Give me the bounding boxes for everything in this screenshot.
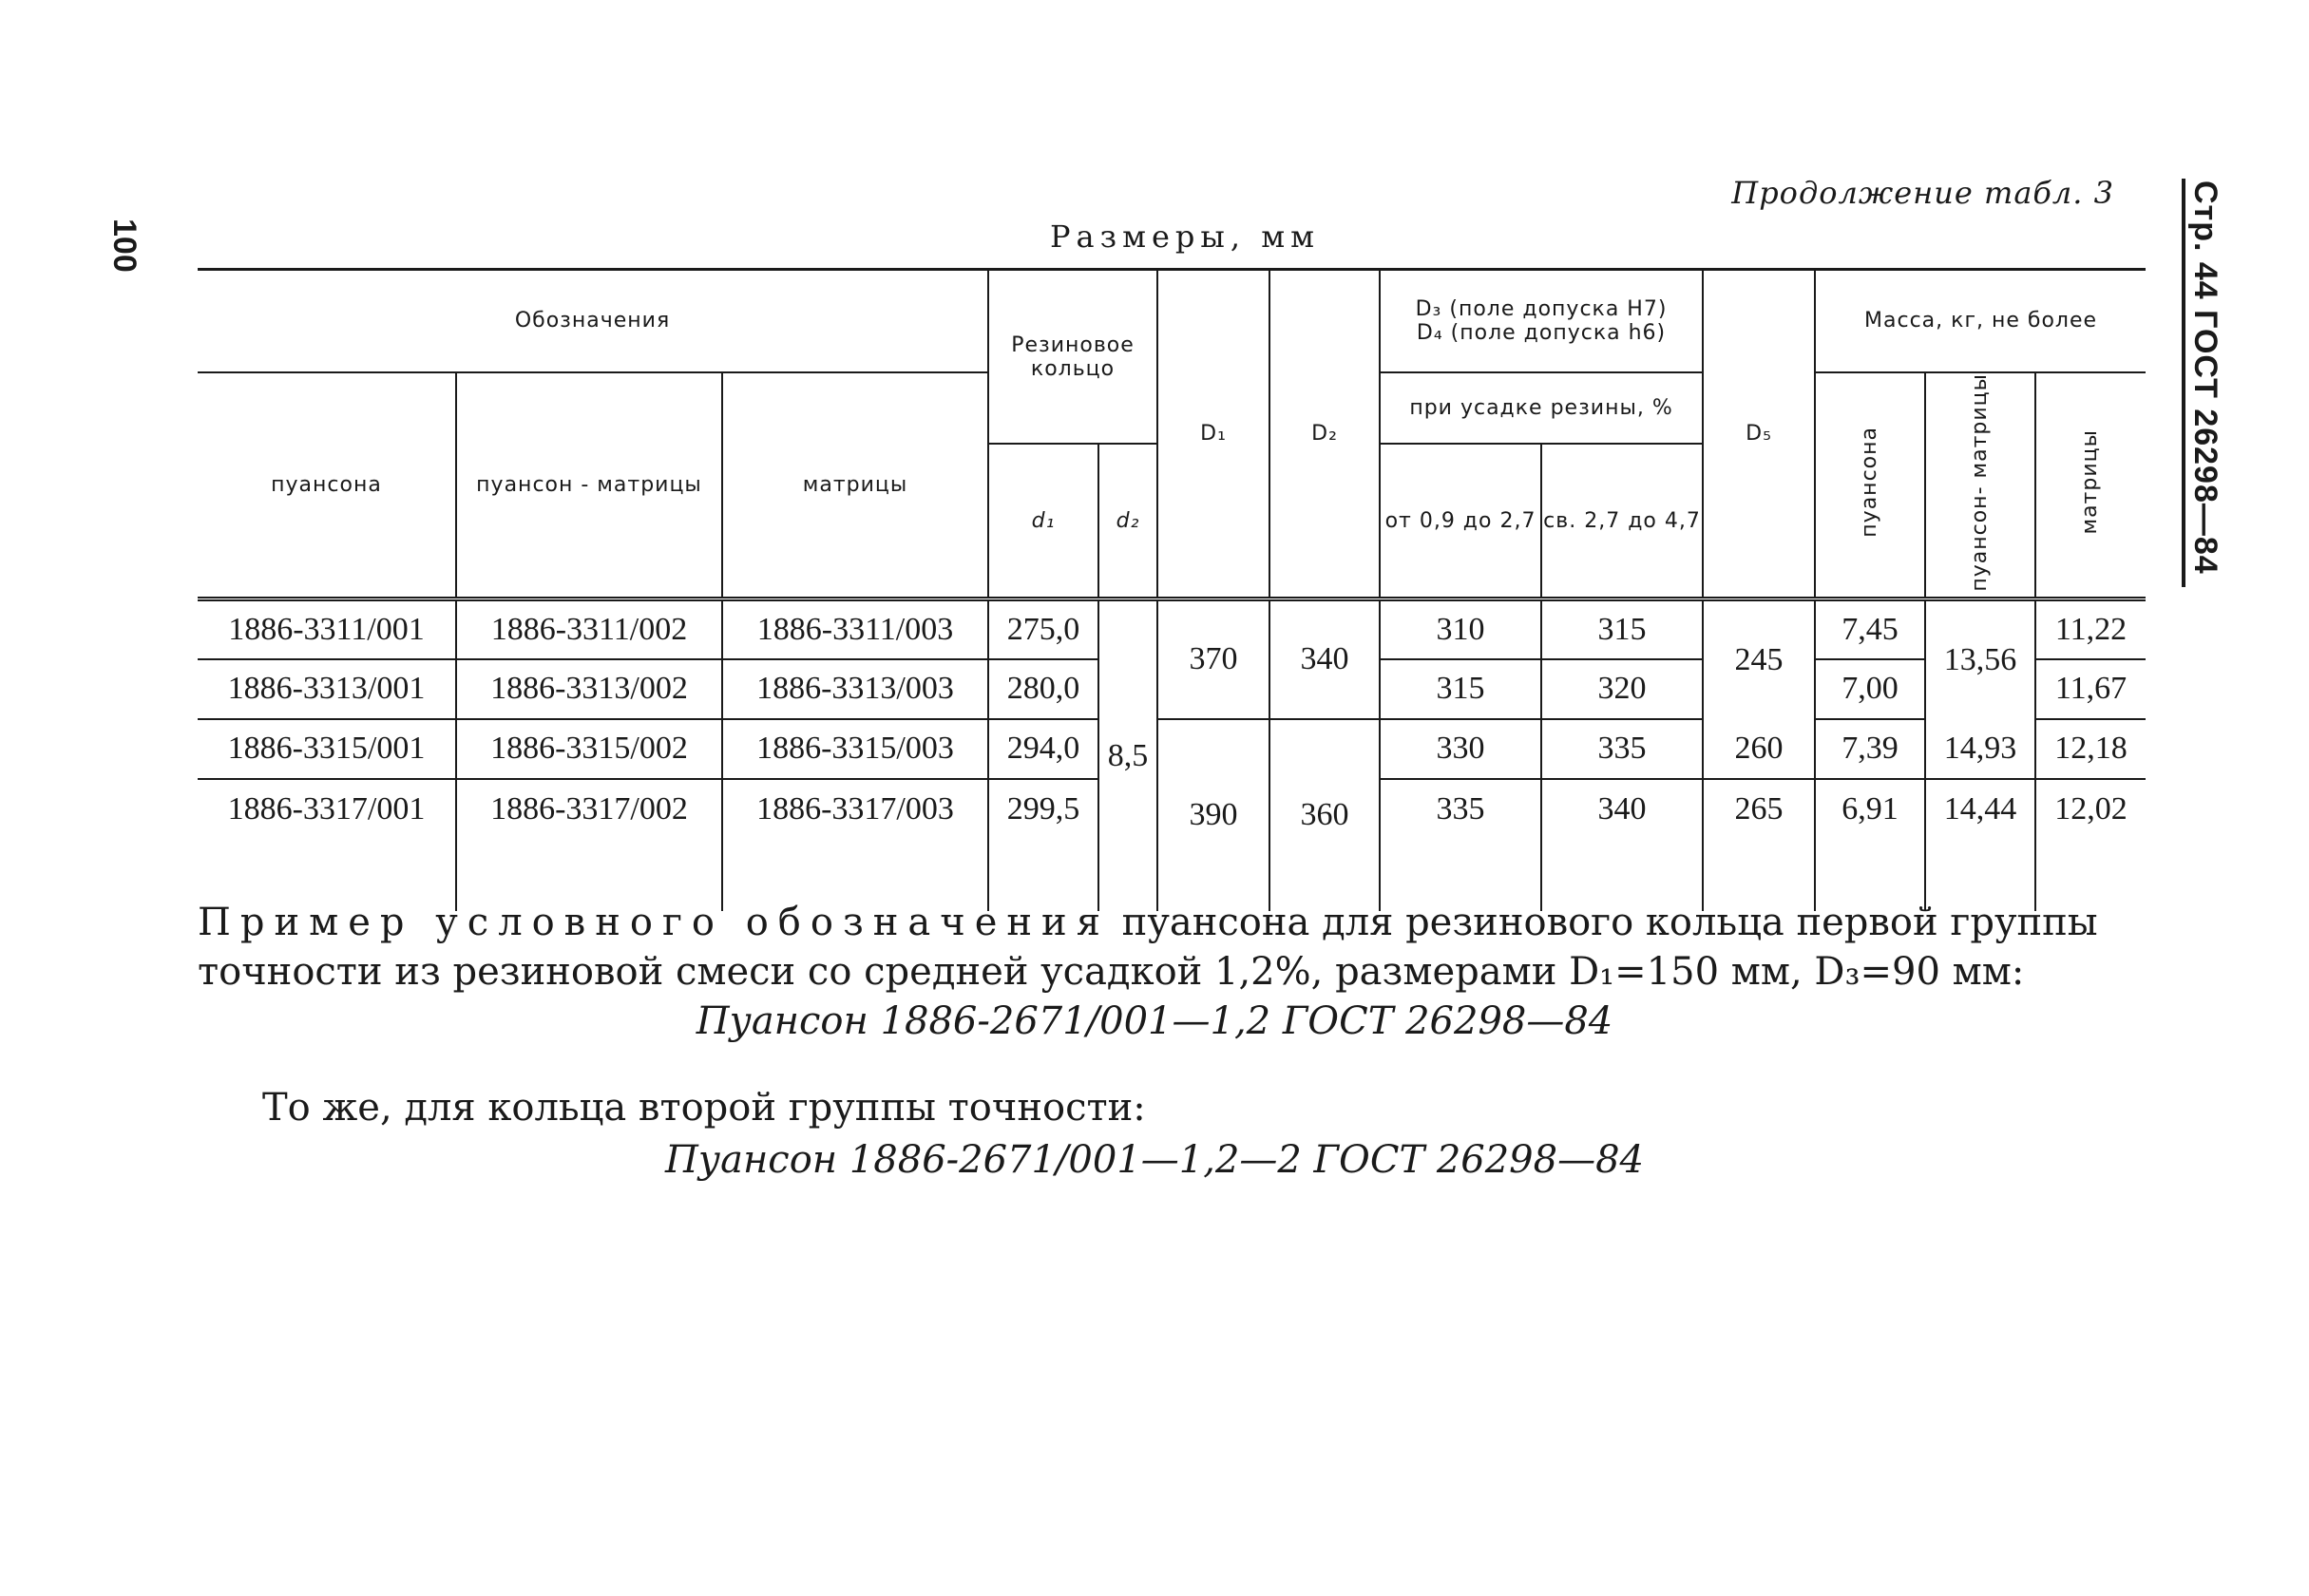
header-shrink-b: св. 2,7 до 4,7 — [1541, 444, 1703, 598]
cell-D3-a: 330 — [1380, 719, 1541, 779]
cell-punch: 1886-3317/001 — [227, 790, 426, 826]
example-text: пуансона для резинового кольца первой группы точности из резиновой смеси со средней усадкой 1,2%, размерами D₁=150 мм, D₃=90 мм: — [198, 901, 2098, 994]
cell-D5: 245 — [1703, 599, 1815, 719]
header-rubber-ring: Резиновое кольцо — [988, 270, 1157, 445]
table-caption: Размеры, мм — [1050, 218, 1320, 255]
cell-die: 1886-3313/003 — [722, 659, 988, 719]
header-D2: D₂ — [1269, 270, 1380, 599]
cell-D3-b: 315 — [1541, 599, 1703, 659]
cell-mass-die: 11,22 — [2035, 599, 2146, 659]
cell-D5: 265 — [1703, 779, 1815, 839]
header-D5: D₅ — [1703, 270, 1815, 599]
header-D3-D4 — [1380, 270, 1703, 372]
cell-D3-b: 340 — [1541, 779, 1703, 839]
cell-D3-a: 315 — [1380, 659, 1541, 719]
header-d2: d₂ — [1098, 444, 1157, 598]
header-shrinkage: при усадке резины, % — [1380, 372, 1703, 445]
cell-punch-die: 1886-3313/002 — [456, 659, 722, 719]
example-formula-2: Пуансон 1886-2671/001—1,2—2 ГОСТ 26298—84 — [665, 1138, 1644, 1182]
table-continuation-label: Продолжение табл. 3 — [1731, 175, 2114, 211]
header-mass-punch-die — [1925, 372, 2035, 599]
cell-D3-b: 320 — [1541, 659, 1703, 719]
example-paragraph-2: То же, для кольца второй группы точности: — [262, 1086, 1146, 1130]
example-formula-1: Пуансон 1886-2671/001—1,2 ГОСТ 26298—84 — [696, 999, 1613, 1043]
cell-die: 1886-3317/003 — [722, 779, 988, 839]
cell-mass-punch: 7,45 — [1815, 599, 1925, 659]
header-d1: d₁ — [988, 444, 1098, 598]
header-designations: Обозначения — [198, 270, 988, 372]
cell-D1: 390 — [1157, 719, 1269, 911]
cell-mass-punch-die: 14,93 — [1925, 719, 2035, 779]
cell-D2: 360 — [1269, 719, 1380, 911]
cell-d1: 299,5 — [988, 779, 1098, 839]
cell-D3-a: 310 — [1380, 599, 1541, 659]
dimensions-table — [198, 268, 2146, 911]
cell-d1: 294,0 — [988, 719, 1098, 779]
header-punch: пуансона — [198, 372, 456, 599]
cell-mass-punch: 7,00 — [1815, 659, 1925, 719]
cell-D1: 370 — [1157, 599, 1269, 719]
side-rule — [2182, 179, 2185, 587]
cell-d1: 280,0 — [988, 659, 1098, 719]
cell-punch-die: 1886-3311/002 — [456, 599, 722, 659]
cell-D3-a: 335 — [1380, 779, 1541, 839]
header-mass-punch — [1815, 372, 1925, 599]
header-mass-die — [2035, 372, 2146, 599]
example-lead: Пример условного обозначения — [198, 901, 1110, 944]
header-D4-line: D₄ (поле допуска h6) — [1416, 320, 1667, 345]
cell-mass-die: 11,67 — [2035, 659, 2146, 719]
cell-punch: 1886-3315/001 — [198, 719, 456, 779]
cell-d2: 8,5 — [1098, 599, 1157, 911]
cell-d1: 275,0 — [988, 599, 1098, 659]
cell-mass-punch-die: 14,44 — [1925, 779, 2035, 839]
header-mass-punch-label: пуансона — [1857, 426, 1881, 538]
header-mass: Масса, кг, не более — [1815, 270, 2146, 372]
side-header: Стр. 44 ГОСТ 26298—84 — [2187, 180, 2223, 575]
cell-punch-die: 1886-3315/002 — [456, 719, 722, 779]
cell-mass-punch: 7,39 — [1815, 719, 1925, 779]
example-paragraph — [198, 898, 2136, 997]
cell-die: 1886-3311/003 — [722, 599, 988, 659]
cell-mass-punch: 6,91 — [1815, 779, 1925, 839]
page-number: 100 — [106, 218, 143, 273]
header-shrink-a: от 0,9 до 2,7 — [1380, 444, 1541, 598]
cell-D5: 260 — [1703, 719, 1815, 779]
cell-mass-die: 12,02 — [2035, 779, 2146, 839]
cell-mass-die: 12,18 — [2035, 719, 2146, 779]
header-punch-die: пуансон - матрицы — [456, 372, 722, 599]
header-die: матрицы — [722, 372, 988, 599]
header-D3-line: D₃ (поле допуска H7) — [1415, 296, 1668, 321]
header-D1: D₁ — [1157, 270, 1269, 599]
cell-die: 1886-3315/003 — [722, 719, 988, 779]
cell-punch: 1886-3311/001 — [198, 599, 456, 659]
cell-punch: 1886-3313/001 — [198, 659, 456, 719]
cell-punch-die: 1886-3317/002 — [456, 779, 722, 839]
header-mass-die-label: матрицы — [2078, 429, 2103, 535]
cell-D3-b: 335 — [1541, 719, 1703, 779]
cell-D2: 340 — [1269, 599, 1380, 719]
header-mass-punch-die-label: пуансон- матрицы — [1967, 372, 1992, 592]
cell-mass-punch-die: 13,56 — [1925, 599, 2035, 719]
